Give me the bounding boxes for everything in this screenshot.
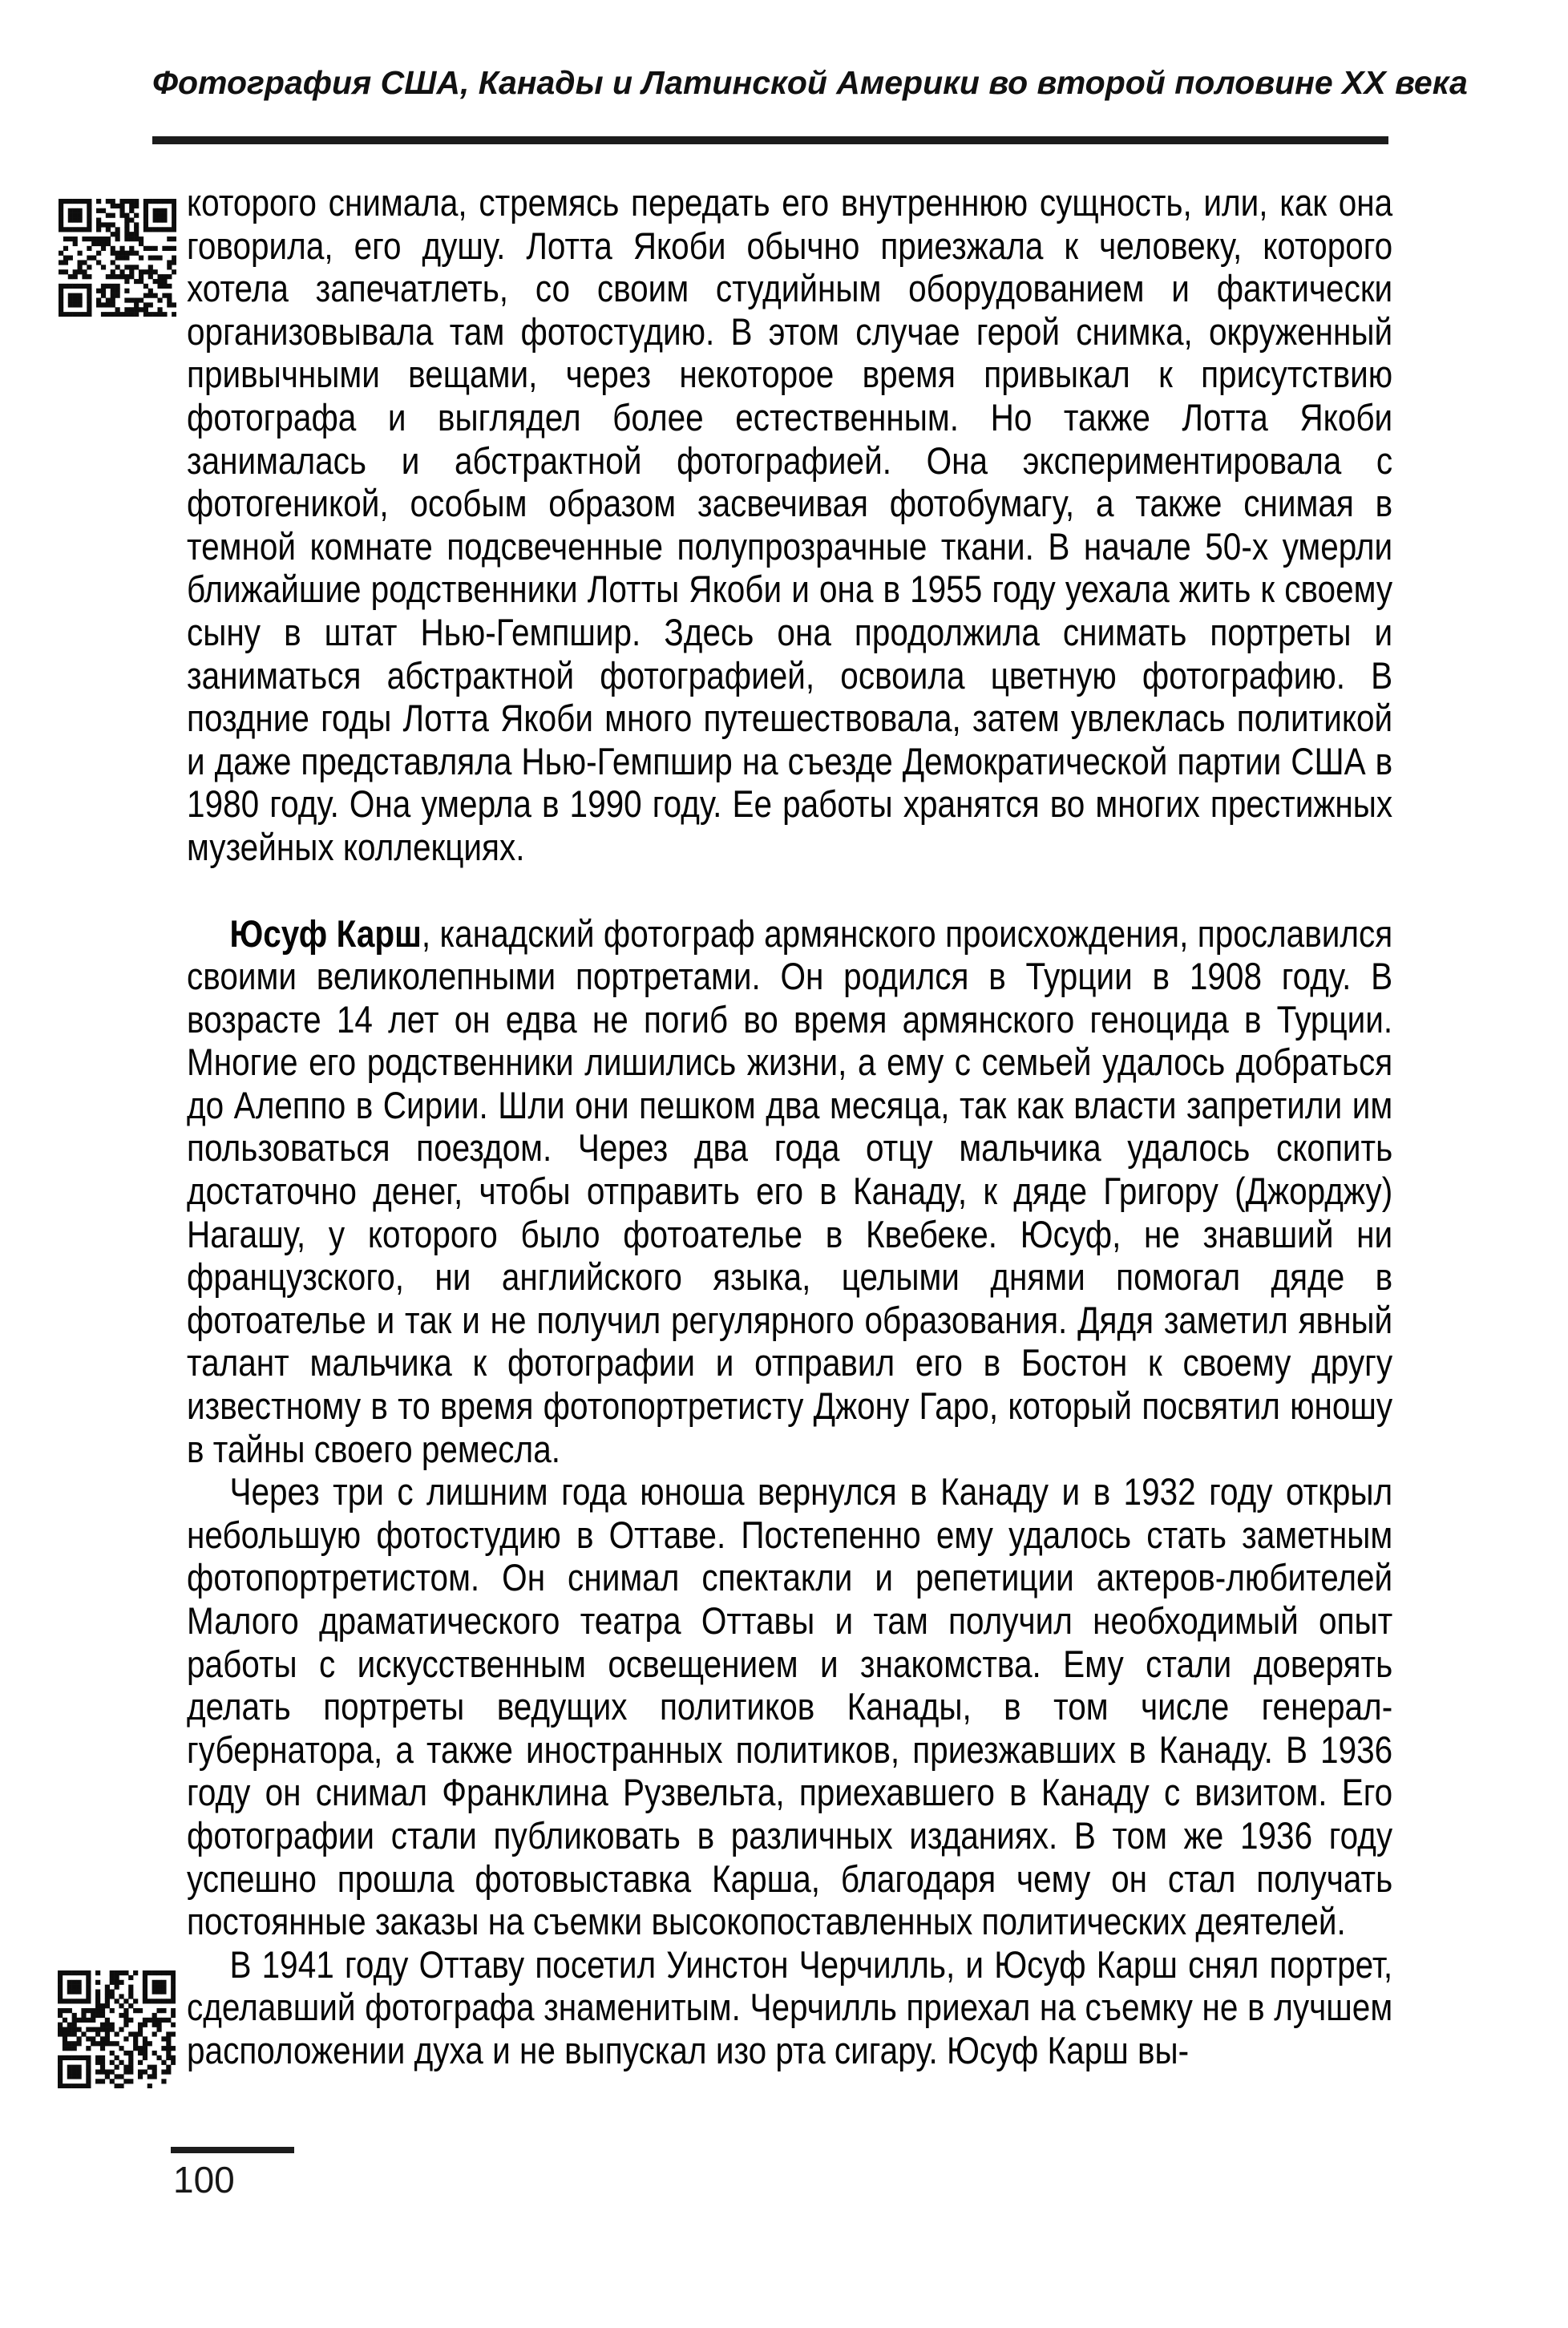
qr-code-icon [58, 1970, 176, 2088]
body-text-column [187, 181, 1392, 2072]
footer-rule [171, 2147, 294, 2153]
paragraph [187, 1470, 1392, 1943]
paragraph [187, 181, 1392, 869]
paragraph-text: Через три с лишним года юноша вернулся в Канаду и в 1932 году открыл небольшую фотостудию в Оттаве. Постепенно ему удалось стать заметным фотопортретистом. Он снимал спектакли и репетиции актеров-любителей Малого драматического театра Оттавы и там получил необходимый опыт работы с искусственным освещением и знакомства. Ему стали доверять делать портреты ведущих политиков Канады, в том числе генерал-губернатора, а также иностранных политиков, приезжавших в Канаду. В 1936 году он снимал Франклина Рузвельта, приехавшего в Канаду с визитом. Его фотографии стали публиковать в различных изданиях. В том же 1936 году успешно прошла фотовыставка Карша, благодаря чему он стал получать постоянные заказы на съемки высокопоставленных политических деятелей. [187, 1470, 1393, 1943]
paragraph-text: , канадский фотограф армянского происхождения, прославился своими великолепными портретами. Он родился в Турции в 1908 году. В возрасте 14 лет он едва не погиб во время армянского геноцида в Турции. Многие его родственники лишились жизни, а ему с семьей удалось добраться до Алеппо в Сирии. Шли они пешком два месяца, так как власти запретили им пользоваться поездом. Через два года отцу мальчика удалось скопить достаточно денег, чтобы отправить его в Канаду, к дяде Григору (Джорджу) Нагашу, у которого было фотоателье в Квебеке. Юсуф, не знавший ни французского, ни английского языка, целыми днями помогал дяде в фотоателье и так и не получил регулярного образования. Дядя заметил явный талант мальчика к фотографии и отправил его в Бостон к своему другу известному в то время фотопортретисту Джону Гаро, который посвятил юношу в тайны своего ремесла. [187, 911, 1393, 1470]
qr-code-top-svg [59, 199, 176, 317]
paragraph-text: В 1941 году Оттаву посетил Уинстон Черчилль, и Юсуф Карш снял портрет, сделавший фотографа знаменитым. Черчилль приехал на съемку не в лучшем расположении духа и не выпускал изо рта сигару. Юсуф Карш вы- [187, 1942, 1393, 2071]
running-header-title: Фотография США, Канады и Латинской Америки во второй половине XX века [152, 64, 1468, 101]
qr-code-bottom-svg [58, 1970, 176, 2088]
header-rule [152, 136, 1388, 144]
paragraph [187, 912, 1392, 1471]
paragraph-bold-lead: Юсуф Карш [229, 911, 422, 955]
page-number: 100 [173, 2159, 235, 2201]
qr-code-icon [59, 199, 176, 317]
paragraph [187, 1943, 1392, 2072]
paragraph-text: которого снимала, стремясь передать его внутреннюю сущность, или, как она говорила, его душу. Лотта Якоби обычно приезжала к человеку, которого хотела запечатлеть, со своим студийным оборудованием и фактически организовывала там фотостудию. В этом случае герой снимка, окруженный привычными вещами, через некоторое время привыкал к присутствию фотографа и выглядел более естественным. Но также Лотта Якоби занималась и абстрактной фотографией. Она экспериментировала с фотогеникой, особым образом засвечивая фотобумагу, а также снимая в темной комнате подсвеченные полупрозрачные ткани. В начале 50-х умерли ближайшие родственники Лотты Якоби и она в 1955 году уехала жить к своему сыну в штат Нью-Гемпшир. Здесь она продолжила снимать портреты и заниматься абстрактной фотографией, освоила цветную фотографию. В поздние годы Лотта Якоби много путешествовала, затем увлеклась политикой и даже представляла Нью-Гемпшир на съезде Демократической партии США в 1980 году. Она умерла в 1990 году. Ее работы хранятся во многих престижных музейных коллекциях. [187, 181, 1393, 868]
